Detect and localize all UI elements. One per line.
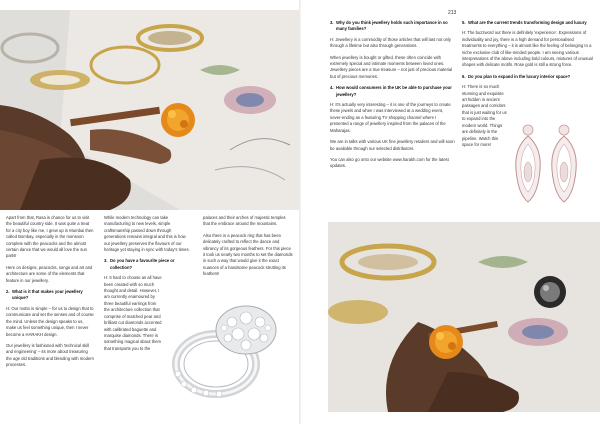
question-heading [462, 20, 594, 26]
right-column-1 [330, 20, 455, 175]
question-text: What is it that makes your jewellery unique? [12, 289, 83, 301]
question-number: 2. [6, 289, 10, 295]
question-heading [6, 289, 94, 302]
question-number: 3. [104, 258, 108, 264]
ring-illustration [164, 296, 282, 408]
question-text: Do you plan to expand in the luxury interior space? [468, 73, 571, 79]
paragraph: H: There is so much stunning and exquisite art hidden in ancient passages and corridors that is just waiting for us to expand into the modern world. Things are definitely in the pipeline. Watch this space for more! [462, 84, 507, 147]
artisan-photo-illustration [0, 10, 299, 210]
left-column-1 [6, 215, 94, 374]
question-text: Do you have a favourite piece or collection? [110, 258, 175, 270]
question-text: Why do you think jewellery holds such importance in so many families? [336, 20, 448, 32]
paragraph: When jewellery is bought or gifted, these often coincide with extremely special and intimate moments between loved ones. Jewellery pieces are a true treasure – not just of precious material but of precious memories. [330, 54, 453, 79]
earrings-illustration [508, 122, 586, 208]
question-heading [330, 85, 455, 98]
question-number: 4. [330, 85, 334, 91]
question-heading [104, 258, 192, 271]
diamond-ring-image [164, 296, 282, 408]
left-column-3 [203, 215, 293, 283]
right-earring [552, 125, 577, 202]
artisan-photo [0, 10, 299, 210]
page-gutter [299, 0, 301, 424]
question-number: 3. [330, 20, 334, 25]
question-text: How would consumers in the UK be able to purchase your jewellery? [336, 85, 452, 97]
paragraph: You can also go onto our website www.harakh.com for the latest updates. [330, 156, 449, 169]
question-number: 6. [462, 73, 466, 79]
paragraph: palaces and their arches of majestic temples that the embrace around the mountains. [203, 215, 286, 227]
question-text: What are the current trends transforming design and luxury [468, 20, 587, 25]
paragraph: H: It's actually very interesting – it is one of the journeys to create these jewels and when I was interviewed at a wedding event, never-ending as a featuring TV shopping channel where I presented a range of jewellery inspired from the palaces of the Maharajas. [330, 102, 451, 133]
paragraph: Our jewellery is fashioned with 'technical skill and engineering' – its more about treasuring the age old traditions and blending with modern processes. [6, 342, 94, 368]
paragraph: Here on designs, peacocks, songs and art and architecture are some of the elements that feature in our jewellery. [6, 264, 93, 283]
designer-photo [328, 222, 600, 412]
paragraph: H: Our motto is simple – for us to design that to communicate and set the senses and of course the mind. Unless the design speaks to us, make us feel something unique, then I never become a HARAKH design. [6, 305, 94, 337]
paragraph: Apart from that, Rasa is chance for us to visit the beautiful country side. It was quite a treat for a city boy like me, I grew up in Mumbai then called Bombay, especially in the monsoon complete with the peacocks and the almost certain dance that we would all love the sun parts! [6, 215, 94, 259]
paragraph: While modern technology can take manufacturing to new levels, simple craftsmanship passed down through generations remains integral and this is how our jewellery preserves the flavours of our heritage yet staying in sync with today's times. [104, 215, 190, 253]
paragraph: H: The buzzword out there is definitely 'experience'. Expressions of individuality and joy, there is a high demand for personalised treatments to everything – it is almost like the feeling of belonging to a niche exclusive club of like-minded people. I am seeing various interpretations of the above including bold colours, mixtures of unusual shapes with delicate motifs. Rose gold is still a strong force. [462, 30, 593, 68]
paragraph: Also there is a peacock ring that has been delicately crafted to reflect the dance and vibrancy of its gorgeous feathers. For this piece it took us nearly two months to set the diamonds in such a way that would give it the exact nuances of a handsome peacock strutting its feathers! [203, 232, 293, 277]
designer-photo-illustration [328, 222, 600, 412]
page-number: 213 [448, 10, 457, 16]
earrings-image [508, 122, 586, 208]
question-heading [330, 20, 455, 33]
left-earring [516, 125, 541, 202]
question-heading [462, 74, 594, 80]
paragraph: H: It hard to choose as all have been created with so much thought and detail. However, I am currently enamoured by three beautiful earrings from the architecture collection that comprise of matched pear and brilliant cut diamonds accented with calibrated baguette and marquise diamonds. There is something magical about them that transports you to the [104, 275, 162, 351]
paragraph: H: Jewellery is a commodity of those articles that will last not only through a lifetime but also through generations. [330, 36, 452, 49]
question-number: 5. [462, 20, 466, 25]
paragraph: We are in talks with various UK fine jewellery retailers and will soon be available through our selected distributors. [330, 139, 455, 151]
